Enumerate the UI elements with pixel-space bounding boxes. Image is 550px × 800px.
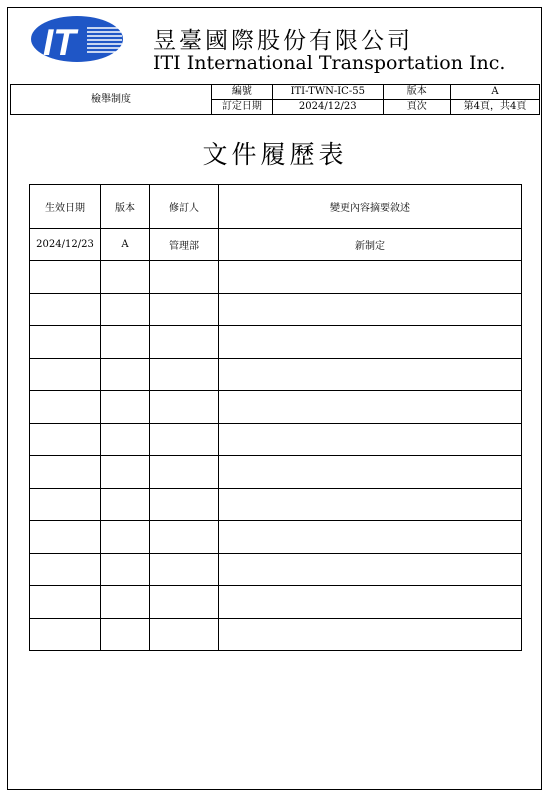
version-label: 版本 bbox=[383, 85, 450, 100]
table-cell bbox=[101, 618, 150, 651]
table-row bbox=[30, 229, 522, 261]
table-row bbox=[30, 488, 522, 521]
company-logo bbox=[29, 14, 125, 64]
table-row bbox=[30, 618, 522, 651]
table-cell bbox=[150, 423, 219, 456]
date-value: 2024/12/23 bbox=[272, 100, 383, 115]
table-cell bbox=[150, 293, 219, 326]
version-value: A bbox=[450, 85, 539, 100]
table-cell bbox=[30, 586, 101, 619]
table-cell bbox=[219, 326, 522, 359]
table-cell bbox=[30, 521, 101, 554]
revision-history-table bbox=[29, 184, 522, 651]
table-cell bbox=[101, 586, 150, 619]
table-cell bbox=[150, 521, 219, 554]
table-cell bbox=[101, 358, 150, 391]
table-cell bbox=[30, 488, 101, 521]
table-cell bbox=[101, 521, 150, 554]
table-cell bbox=[30, 423, 101, 456]
table-row bbox=[30, 456, 522, 489]
table-cell bbox=[30, 456, 101, 489]
document-title: 文件履歷表 bbox=[202, 140, 348, 169]
table-cell bbox=[101, 261, 150, 294]
table-cell bbox=[150, 456, 219, 489]
table-row bbox=[30, 586, 522, 619]
table-row bbox=[30, 423, 522, 456]
table-cell bbox=[101, 293, 150, 326]
company-name-zh: 昱臺國際股份有限公司 bbox=[153, 28, 413, 54]
table-cell bbox=[30, 553, 101, 586]
table-cell bbox=[219, 261, 522, 294]
table-cell bbox=[150, 326, 219, 359]
table-cell bbox=[30, 326, 101, 359]
table-row bbox=[30, 326, 522, 359]
table-cell bbox=[101, 553, 150, 586]
column-header: 版本 bbox=[101, 185, 150, 229]
table-cell bbox=[150, 488, 219, 521]
table-cell bbox=[150, 391, 219, 424]
table-cell bbox=[219, 391, 522, 424]
table-cell: A bbox=[101, 229, 150, 261]
code-label: 編號 bbox=[211, 85, 272, 100]
table-cell bbox=[219, 293, 522, 326]
table-cell bbox=[219, 553, 522, 586]
table-cell: 2024/12/23 bbox=[30, 229, 101, 261]
table-row bbox=[30, 261, 522, 294]
table-cell: 管理部 bbox=[150, 229, 219, 261]
table-header-row bbox=[30, 185, 522, 229]
table-cell bbox=[150, 618, 219, 651]
table-cell bbox=[219, 358, 522, 391]
table-cell bbox=[101, 423, 150, 456]
date-label: 訂定日期 bbox=[211, 100, 272, 115]
document-info-table bbox=[10, 84, 540, 115]
table-cell bbox=[30, 261, 101, 294]
table-row bbox=[30, 391, 522, 424]
table-cell bbox=[101, 391, 150, 424]
table-cell bbox=[150, 261, 219, 294]
table-cell bbox=[30, 358, 101, 391]
page-value: 第4頁，共4頁 bbox=[450, 100, 539, 115]
column-header: 修訂人 bbox=[150, 185, 219, 229]
table-cell bbox=[30, 293, 101, 326]
logo-lettering: IT bbox=[43, 22, 76, 63]
table-cell bbox=[150, 586, 219, 619]
table-cell bbox=[219, 488, 522, 521]
table-cell: 新制定 bbox=[219, 229, 522, 261]
table-cell bbox=[219, 456, 522, 489]
system-name: 檢舉制度 bbox=[11, 85, 212, 115]
table-row bbox=[30, 521, 522, 554]
table-cell bbox=[101, 488, 150, 521]
table-cell bbox=[219, 423, 522, 456]
code-value: ITI-TWN-IC-55 bbox=[272, 85, 383, 100]
table-cell bbox=[101, 326, 150, 359]
table-row bbox=[30, 293, 522, 326]
table-cell bbox=[101, 456, 150, 489]
table-cell bbox=[30, 618, 101, 651]
table-cell bbox=[30, 391, 101, 424]
table-cell bbox=[219, 586, 522, 619]
column-header: 生效日期 bbox=[30, 185, 101, 229]
page-label: 頁次 bbox=[383, 100, 450, 115]
column-header: 變更內容摘要敘述 bbox=[219, 185, 522, 229]
table-cell bbox=[150, 553, 219, 586]
company-name-en: ITI International Transportation Inc. bbox=[153, 52, 506, 74]
table-row bbox=[30, 553, 522, 586]
table-row bbox=[30, 358, 522, 391]
table-cell bbox=[219, 521, 522, 554]
table-cell bbox=[219, 618, 522, 651]
table-cell bbox=[150, 358, 219, 391]
